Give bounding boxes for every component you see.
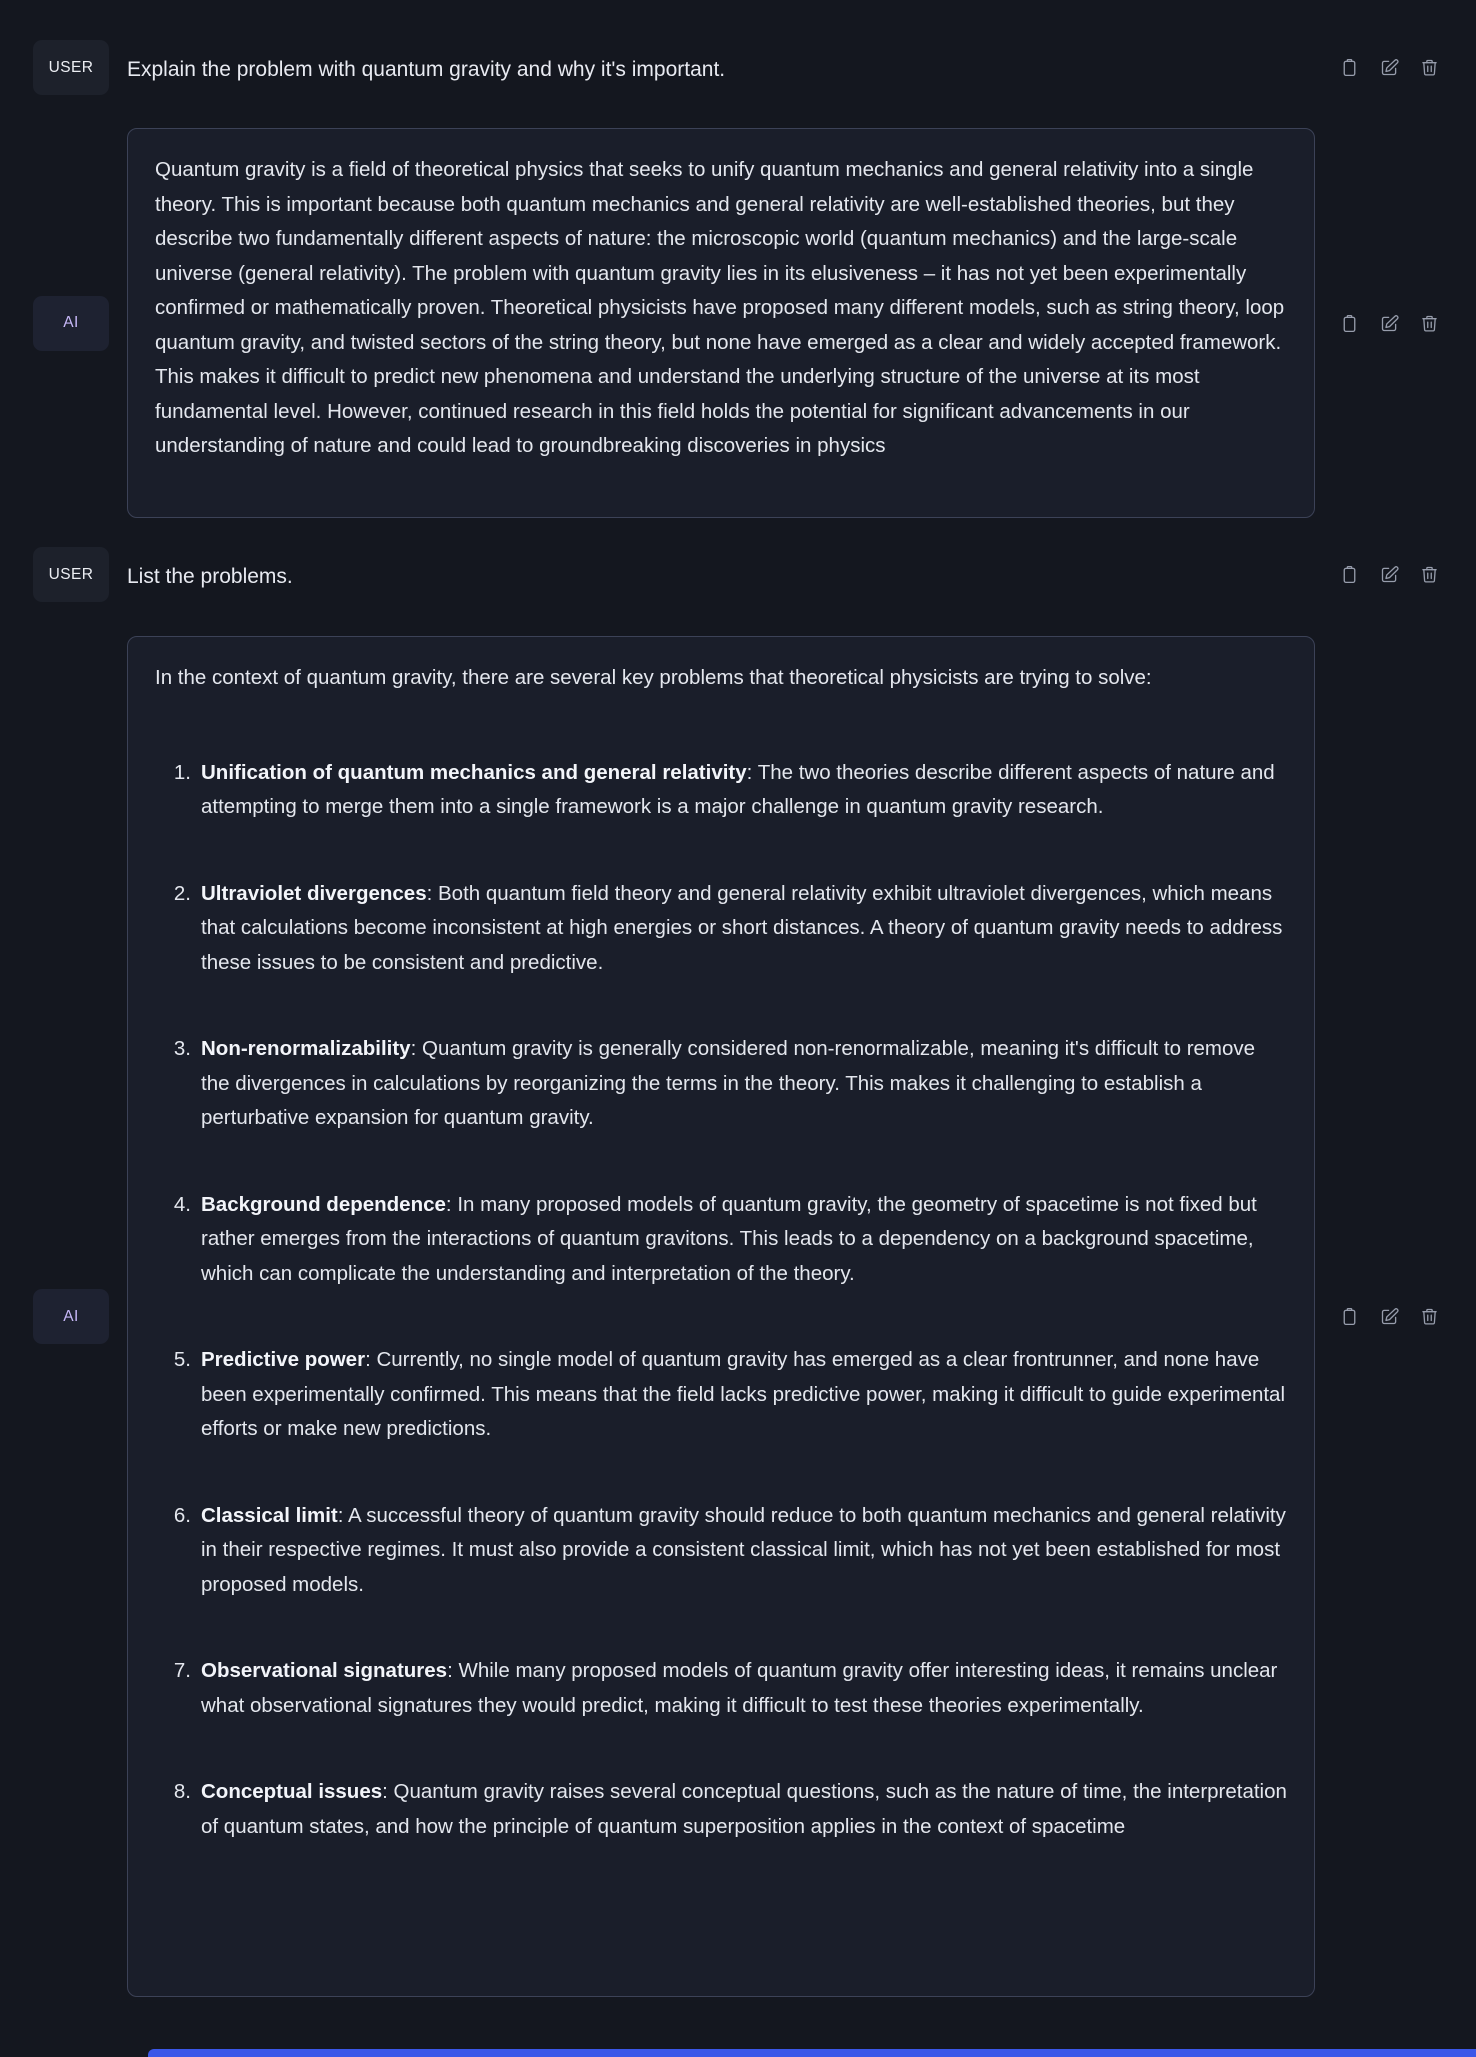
edit-icon xyxy=(1379,564,1400,585)
edit-message-button[interactable] xyxy=(1378,312,1400,334)
copy-icon xyxy=(1339,1306,1360,1327)
copy-icon xyxy=(1339,313,1360,334)
list-item xyxy=(155,1499,1287,1603)
list-item-number: 1. xyxy=(173,760,191,784)
user-message-text: Explain the problem with quantum gravity and why it's important. xyxy=(127,58,726,81)
list-item-number: 6. xyxy=(173,1503,191,1527)
list-item-number: 3. xyxy=(173,1037,191,1060)
edit-icon xyxy=(1379,1306,1400,1327)
ai-response-card xyxy=(127,636,1315,1997)
copy-icon xyxy=(1339,564,1360,585)
copy-message-button[interactable] xyxy=(1338,56,1360,78)
list-item xyxy=(155,1343,1287,1447)
list-item-number: 7. xyxy=(173,1659,191,1682)
copy-icon xyxy=(1339,57,1360,78)
list-item xyxy=(155,877,1287,981)
trash-icon xyxy=(1419,564,1440,585)
problems-list xyxy=(155,756,1287,1845)
trash-icon xyxy=(1419,1306,1440,1327)
trash-icon xyxy=(1419,313,1440,334)
ai-message-row xyxy=(0,636,1476,1997)
list-item xyxy=(155,756,1287,825)
list-item-text: Predictive power: Currently, no single model of quantum gravity has emerged as a clear frontrunner, and none have been experimentally confirmed. This means that the field lacks predictive power, making it difficult to guide experimental efforts or make new predictions. xyxy=(201,1348,1286,1440)
ai-message-row xyxy=(0,128,1476,518)
list-item xyxy=(155,1188,1287,1292)
ai-response-text: Quantum gravity is a field of theoretical physics that seeks to unify quantum mechanics and general relativity into a single theory. This is important because both quantum mechanics and general relativity are well-established theories, but they describe two fundamentally different aspects of nature: the microscopic world (quantum mechanics) and the large-scale universe (general relativity). The problem with quantum gravity lies in its elusiveness – it has not yet been experimentally confirmed or mathematically proven. Theoretical physicists have proposed many different models, such as string theory, loop quantum gravity, and twisted sectors of the string theory, but none have emerged as a clear and widely accepted framework. This makes it difficult to predict new phenomena and understand the underlying structure of the universe at its most fundamental level. However, continued research in this field holds the potential for significant advancements in our understanding of nature and could lead to groundbreaking discoveries in physics xyxy=(155,158,1285,457)
ai-list-intro: In the context of quantum gravity, there are several key problems that theoretical physicists are trying to solve: xyxy=(155,666,1152,689)
user-role-badge: USER xyxy=(33,40,109,95)
list-item-text: Classical limit: A successful theory of quantum gravity should reduce to both quantum mechanics and general relativity in their respective regimes. It must also provide a consistent classical limit, which has not yet been established for most proposed models. xyxy=(201,1503,1286,1596)
ai-role-badge: AI xyxy=(33,296,109,351)
list-item xyxy=(155,1775,1287,1844)
copy-message-button[interactable] xyxy=(1338,1306,1360,1328)
list-item xyxy=(155,1654,1287,1723)
list-item-text: Ultraviolet divergences: Both quantum field theory and general relativity exhibit ultraviolet divergences, which means that calculations become inconsistent at high energies or short distances. A theory of quantum gravity needs to address these issues to be consistent and predictive. xyxy=(201,881,1283,974)
copy-message-button[interactable] xyxy=(1338,563,1360,585)
trash-icon xyxy=(1419,57,1440,78)
delete-message-button[interactable] xyxy=(1418,312,1440,334)
delete-message-button[interactable] xyxy=(1418,56,1440,78)
delete-message-button[interactable] xyxy=(1418,563,1440,585)
edit-message-button[interactable] xyxy=(1378,56,1400,78)
edit-icon xyxy=(1379,313,1400,334)
list-item-number: 4. xyxy=(173,1192,191,1216)
edit-message-button[interactable] xyxy=(1378,563,1400,585)
user-role-badge: USER xyxy=(33,547,109,602)
edit-message-button[interactable] xyxy=(1378,1306,1400,1328)
ai-response-card xyxy=(127,128,1315,518)
list-item-text: Unification of quantum mechanics and general relativity: The two theories describe different aspects of nature and attempting to merge them into a single framework is a major challenge in quantum gravity research. xyxy=(201,760,1275,818)
chat-input-top-strip[interactable] xyxy=(148,2049,1476,2057)
list-item-number: 5. xyxy=(173,1348,191,1371)
user-message-text: List the problems. xyxy=(127,565,293,588)
list-item-text: Background dependence: In many proposed models of quantum gravity, the geometry of spacetime is not fixed but rather emerges from the interactions of quantum gravitons. This leads to a dependency on a background spacetime, which can complicate the understanding and interpretation of the theory. xyxy=(201,1192,1257,1285)
copy-message-button[interactable] xyxy=(1338,312,1360,334)
list-item-text: Observational signatures: While many proposed models of quantum gravity offer interesting ideas, it remains unclear what observational signatures they would predict, making it difficult to test these theories experimentally. xyxy=(201,1659,1278,1717)
edit-icon xyxy=(1379,57,1400,78)
list-item-number: 8. xyxy=(173,1780,191,1803)
ai-role-badge: AI xyxy=(33,1289,109,1344)
list-item xyxy=(155,1032,1287,1136)
list-item-text: Non-renormalizability: Quantum gravity is generally considered non-renormalizable, meaning it's difficult to remove the divergences in calculations by reorganizing the terms in the theory. This makes it challenging to establish a perturbative expansion for quantum gravity. xyxy=(201,1037,1256,1129)
user-message-row xyxy=(0,547,1476,602)
list-item-number: 2. xyxy=(173,881,191,905)
list-item-text: Conceptual issues: Quantum gravity raises several conceptual questions, such as the nature of time, the interpretation of quantum states, and how the principle of quantum superposition applies in the context of spacetime xyxy=(201,1780,1287,1838)
delete-message-button[interactable] xyxy=(1418,1306,1440,1328)
user-message-row xyxy=(0,40,1476,95)
